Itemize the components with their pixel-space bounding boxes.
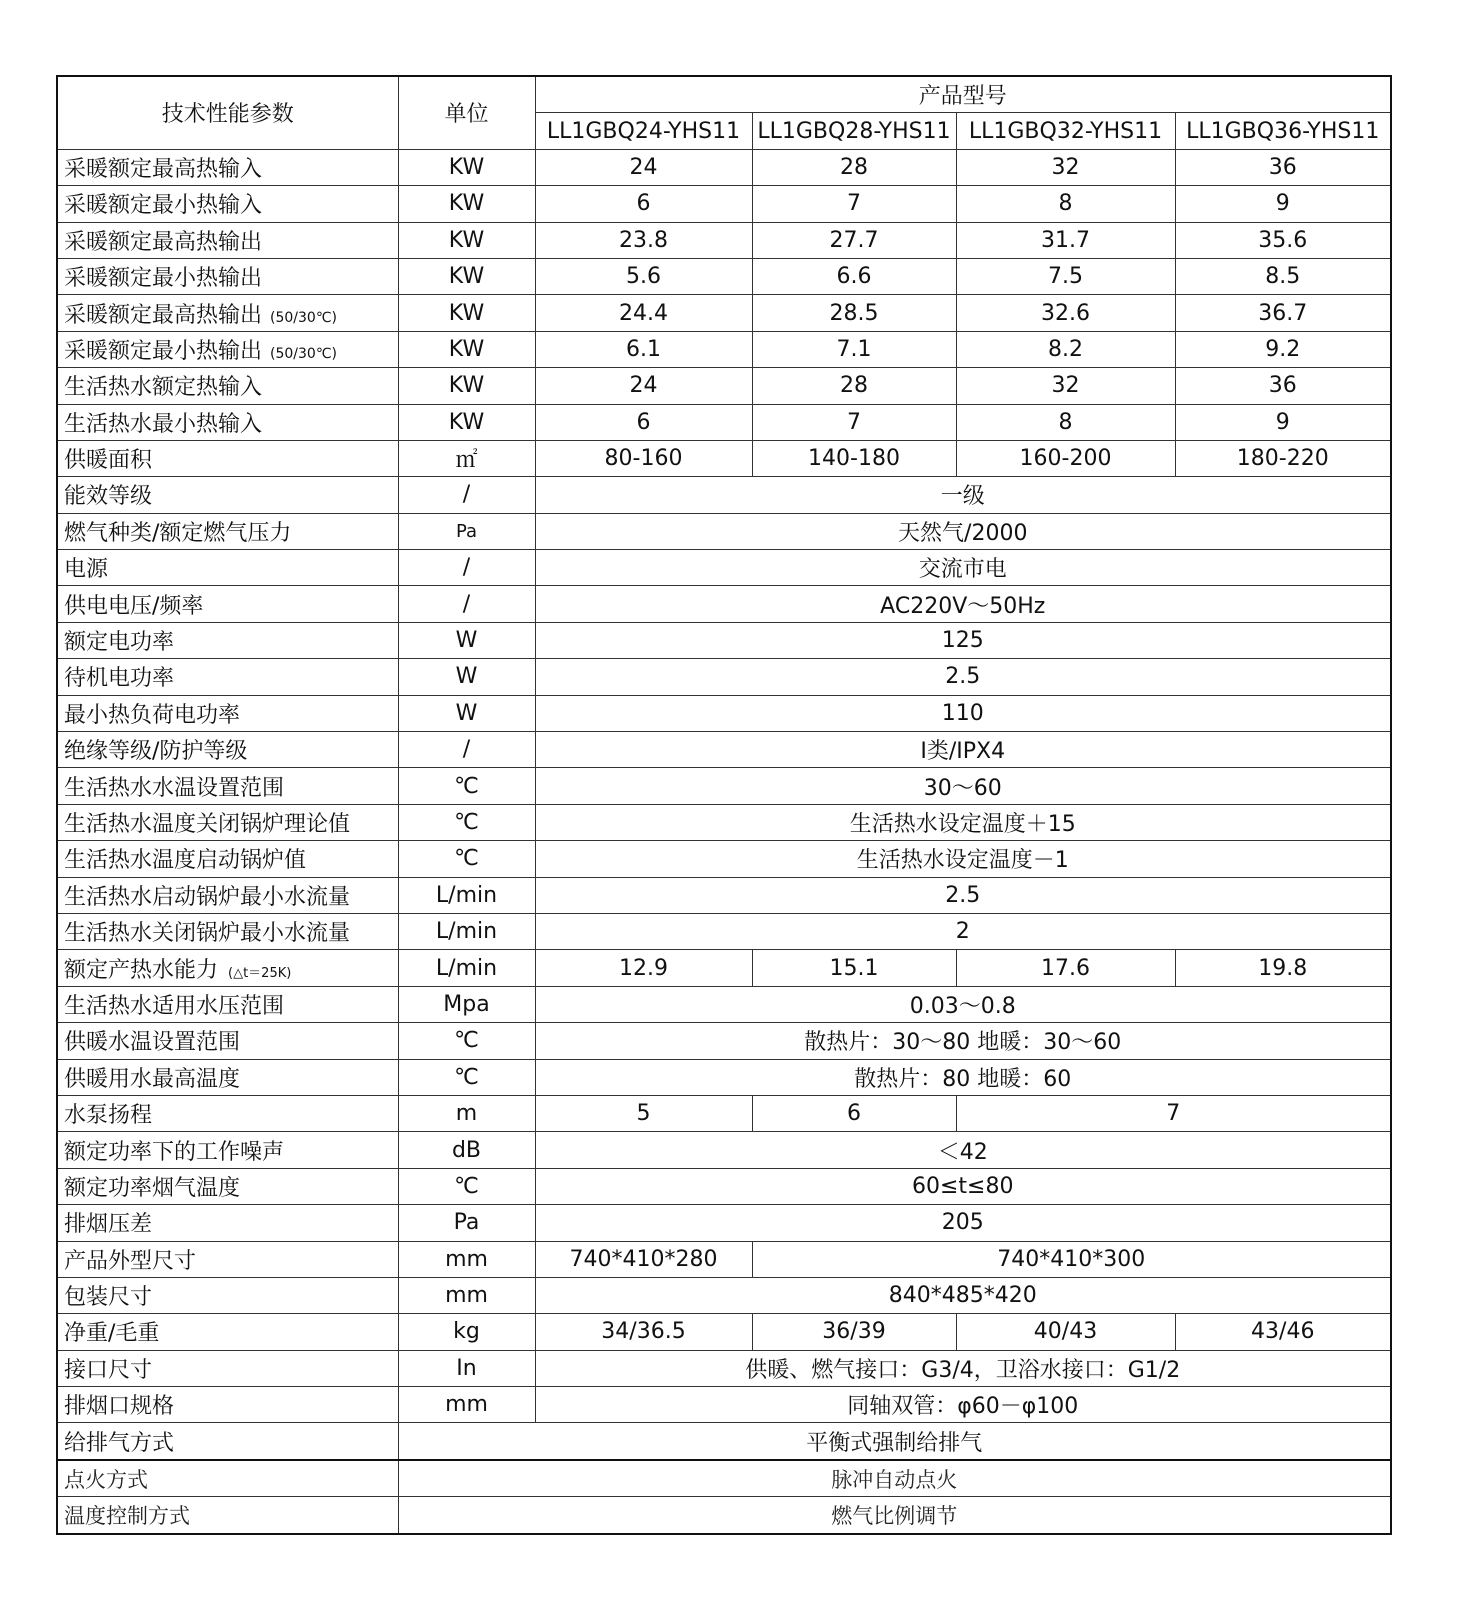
table-row [57, 877, 1391, 913]
unit-cell: mm [398, 1277, 535, 1313]
value-cell: 生活热水设定温度－1 [535, 841, 1391, 877]
table-row [57, 841, 1391, 877]
value-cell: 80-160 [535, 440, 752, 476]
value-cell: 34/36.5 [535, 1314, 752, 1350]
param-label: 包装尺寸 [57, 1277, 398, 1313]
table-row [57, 804, 1391, 840]
param-label: 待机电功率 [57, 659, 398, 695]
value-cell: 7 [752, 186, 956, 222]
param-text: 采暖额定最小热输出 [64, 338, 263, 364]
value-cell: 8 [956, 404, 1175, 440]
param-label: 排烟压差 [57, 1205, 398, 1241]
value-cell: 205 [535, 1205, 1391, 1241]
table-row [57, 295, 1391, 331]
value-cell: 32 [956, 368, 1175, 404]
unit-cell: L/min [398, 877, 535, 913]
value-cell: 19.8 [1175, 950, 1391, 986]
unit-cell: KW [398, 258, 535, 294]
param-text: 采暖额定最高热输出 [64, 302, 263, 328]
param-label: 最小热负荷电功率 [57, 695, 398, 731]
value-cell: 脉冲自动点火 [398, 1460, 1391, 1497]
value-cell: 6 [535, 186, 752, 222]
param-label: 点火方式 [57, 1460, 398, 1497]
unit-cell: ℃ [398, 768, 535, 804]
param-label: 产品外型尺寸 [57, 1241, 398, 1277]
value-cell: 5.6 [535, 258, 752, 294]
unit-cell: KW [398, 186, 535, 222]
param-label: 电源 [57, 550, 398, 586]
param-label: 供电电压/频率 [57, 586, 398, 622]
table-row [57, 1460, 1391, 1497]
param-note: (50/30℃) [270, 345, 338, 362]
unit-cell: kg [398, 1314, 535, 1350]
value-cell: 燃气比例调节 [398, 1497, 1391, 1534]
table-row [57, 368, 1391, 404]
unit-cell: ㎡ [398, 440, 535, 476]
table-row [57, 1059, 1391, 1095]
value-cell: 6 [752, 1095, 956, 1131]
param-label: 生活热水温度关闭锅炉理论值 [57, 804, 398, 840]
table-row [57, 477, 1391, 513]
value-cell: 740*410*280 [535, 1241, 752, 1277]
unit-cell: / [398, 550, 535, 586]
table-row [57, 550, 1391, 586]
param-label: 温度控制方式 [57, 1497, 398, 1534]
table-row [57, 1132, 1391, 1168]
table-row [57, 913, 1391, 949]
value-cell: 9 [1175, 186, 1391, 222]
unit-cell: W [398, 659, 535, 695]
param-label: 供暖水温设置范围 [57, 1023, 398, 1059]
table-row [57, 1023, 1391, 1059]
table-row [57, 586, 1391, 622]
unit-cell: / [398, 586, 535, 622]
value-cell: 9.2 [1175, 331, 1391, 367]
value-cell: 7.5 [956, 258, 1175, 294]
value-cell: 2.5 [535, 659, 1391, 695]
table-row [57, 1387, 1391, 1423]
table-row [57, 1497, 1391, 1534]
model-group-header: 产品型号 [535, 76, 1391, 113]
table-row [57, 659, 1391, 695]
table-row [57, 732, 1391, 768]
spec-table [56, 75, 1392, 1535]
value-cell: 43/46 [1175, 1314, 1391, 1350]
unit-cell: / [398, 732, 535, 768]
table-row [57, 768, 1391, 804]
table-row [57, 695, 1391, 731]
value-cell: 180-220 [1175, 440, 1391, 476]
param-label [57, 950, 398, 986]
value-cell: Ⅰ类/IPX4 [535, 732, 1391, 768]
value-cell: 36 [1175, 149, 1391, 185]
value-cell: 28 [752, 368, 956, 404]
param-label: 生活热水关闭锅炉最小水流量 [57, 913, 398, 949]
value-cell: 24 [535, 149, 752, 185]
value-cell: 5 [535, 1095, 752, 1131]
value-cell: 天然气/2000 [535, 513, 1391, 549]
unit-cell: ℃ [398, 1059, 535, 1095]
param-label: 采暖额定最高热输出 [57, 222, 398, 258]
table-row [57, 1205, 1391, 1241]
value-cell: 60≤t≤80 [535, 1168, 1391, 1204]
unit-cell: KW [398, 368, 535, 404]
param-column-header: 技术性能参数 [57, 76, 398, 149]
value-cell: 32 [956, 149, 1175, 185]
table-row [57, 1350, 1391, 1386]
table-row [57, 986, 1391, 1022]
unit-cell: ℃ [398, 1023, 535, 1059]
param-label: 能效等级 [57, 477, 398, 513]
value-cell: 31.7 [956, 222, 1175, 258]
value-cell: 24.4 [535, 295, 752, 331]
value-cell: 125 [535, 622, 1391, 658]
unit-cell: m [398, 1095, 535, 1131]
param-label: 生活热水额定热输入 [57, 368, 398, 404]
value-cell: 散热片：30～80 地暖：30～60 [535, 1023, 1391, 1059]
unit-cell: W [398, 695, 535, 731]
value-cell: 一级 [535, 477, 1391, 513]
value-cell: 36.7 [1175, 295, 1391, 331]
unit-cell: dB [398, 1132, 535, 1168]
param-label: 接口尺寸 [57, 1350, 398, 1386]
unit-cell: mm [398, 1241, 535, 1277]
table-row [57, 331, 1391, 367]
value-cell: 160-200 [956, 440, 1175, 476]
value-cell: 40/43 [956, 1314, 1175, 1350]
value-cell: 同轴双管：φ60－φ100 [535, 1387, 1391, 1423]
value-cell: 840*485*420 [535, 1277, 1391, 1313]
unit-cell: Pa [398, 513, 535, 549]
param-label: 生活热水水温设置范围 [57, 768, 398, 804]
value-cell: 32.6 [956, 295, 1175, 331]
table-row [57, 149, 1391, 185]
param-label: 供暖面积 [57, 440, 398, 476]
unit-cell: ℃ [398, 841, 535, 877]
param-label: 生活热水温度启动锅炉值 [57, 841, 398, 877]
value-cell: 交流市电 [535, 550, 1391, 586]
table-row [57, 622, 1391, 658]
param-label: 生活热水最小热输入 [57, 404, 398, 440]
model-header: LL1GBQ28-YHS11 [752, 113, 956, 149]
unit-cell: Mpa [398, 986, 535, 1022]
value-cell: 17.6 [956, 950, 1175, 986]
value-cell: 24 [535, 368, 752, 404]
param-label: 燃气种类/额定燃气压力 [57, 513, 398, 549]
table-row [57, 513, 1391, 549]
param-label [57, 331, 398, 367]
param-label: 水泵扬程 [57, 1095, 398, 1131]
param-label: 给排气方式 [57, 1423, 398, 1460]
value-cell: 9 [1175, 404, 1391, 440]
value-cell: 平衡式强制给排气 [398, 1423, 1391, 1460]
unit-cell: In [398, 1350, 535, 1386]
unit-cell: / [398, 477, 535, 513]
value-cell: 8 [956, 186, 1175, 222]
unit-column-header: 单位 [398, 76, 535, 149]
param-label: 生活热水启动锅炉最小水流量 [57, 877, 398, 913]
unit-cell: mm [398, 1387, 535, 1423]
table-row [57, 1241, 1391, 1277]
value-cell: 30～60 [535, 768, 1391, 804]
table-row [57, 950, 1391, 986]
param-label: 额定功率烟气温度 [57, 1168, 398, 1204]
unit-cell: L/min [398, 913, 535, 949]
value-cell: 23.8 [535, 222, 752, 258]
value-cell: 7.1 [752, 331, 956, 367]
param-label [57, 295, 398, 331]
unit-cell: Pa [398, 1205, 535, 1241]
table-row [57, 1423, 1391, 1460]
header-row [57, 76, 1391, 113]
value-cell: 110 [535, 695, 1391, 731]
param-label: 采暖额定最高热输入 [57, 149, 398, 185]
param-label: 供暖用水最高温度 [57, 1059, 398, 1095]
value-cell: 15.1 [752, 950, 956, 986]
param-label: 采暖额定最小热输出 [57, 258, 398, 294]
param-label: 采暖额定最小热输入 [57, 186, 398, 222]
unit-cell: KW [398, 331, 535, 367]
value-cell: 36 [1175, 368, 1391, 404]
param-label: 额定电功率 [57, 622, 398, 658]
model-header: LL1GBQ24-YHS11 [535, 113, 752, 149]
unit-cell: KW [398, 222, 535, 258]
value-cell: 7 [956, 1095, 1391, 1131]
param-note: (△t＝25K) [228, 965, 292, 981]
table-row [57, 1168, 1391, 1204]
table-row [57, 1314, 1391, 1350]
value-cell: 6 [535, 404, 752, 440]
param-note: (50/30℃) [270, 309, 338, 326]
unit-cell: ℃ [398, 1168, 535, 1204]
value-cell: ＜42 [535, 1132, 1391, 1168]
value-cell: 12.9 [535, 950, 752, 986]
value-cell: 散热片：80 地暖：60 [535, 1059, 1391, 1095]
value-cell: 生活热水设定温度＋15 [535, 804, 1391, 840]
value-cell: AC220V～50Hz [535, 586, 1391, 622]
value-cell: 28.5 [752, 295, 956, 331]
value-cell: 140-180 [752, 440, 956, 476]
param-label: 绝缘等级/防护等级 [57, 732, 398, 768]
model-header: LL1GBQ36-YHS11 [1175, 113, 1391, 149]
value-cell: 0.03～0.8 [535, 986, 1391, 1022]
table-row [57, 440, 1391, 476]
table-row [57, 222, 1391, 258]
unit-cell: KW [398, 149, 535, 185]
unit-cell: ℃ [398, 804, 535, 840]
unit-cell: L/min [398, 950, 535, 986]
table-row [57, 404, 1391, 440]
param-label: 生活热水适用水压范围 [57, 986, 398, 1022]
unit-cell: KW [398, 404, 535, 440]
value-cell: 6.1 [535, 331, 752, 367]
param-text: 额定产热水能力 [64, 957, 219, 983]
value-cell: 供暖、燃气接口：G3/4，卫浴水接口：G1/2 [535, 1350, 1391, 1386]
value-cell: 8.5 [1175, 258, 1391, 294]
param-label: 排烟口规格 [57, 1387, 398, 1423]
value-cell: 2.5 [535, 877, 1391, 913]
unit-cell: KW [398, 295, 535, 331]
table-row [57, 258, 1391, 294]
unit-cell: W [398, 622, 535, 658]
param-label: 额定功率下的工作噪声 [57, 1132, 398, 1168]
value-cell: 28 [752, 149, 956, 185]
model-header: LL1GBQ32-YHS11 [956, 113, 1175, 149]
value-cell: 8.2 [956, 331, 1175, 367]
value-cell: 27.7 [752, 222, 956, 258]
value-cell: 2 [535, 913, 1391, 949]
value-cell: 7 [752, 404, 956, 440]
value-cell: 6.6 [752, 258, 956, 294]
value-cell: 36/39 [752, 1314, 956, 1350]
table-row [57, 1095, 1391, 1131]
value-cell: 740*410*300 [752, 1241, 1391, 1277]
table-row [57, 186, 1391, 222]
table-row [57, 1277, 1391, 1313]
value-cell: 35.6 [1175, 222, 1391, 258]
param-label: 净重/毛重 [57, 1314, 398, 1350]
